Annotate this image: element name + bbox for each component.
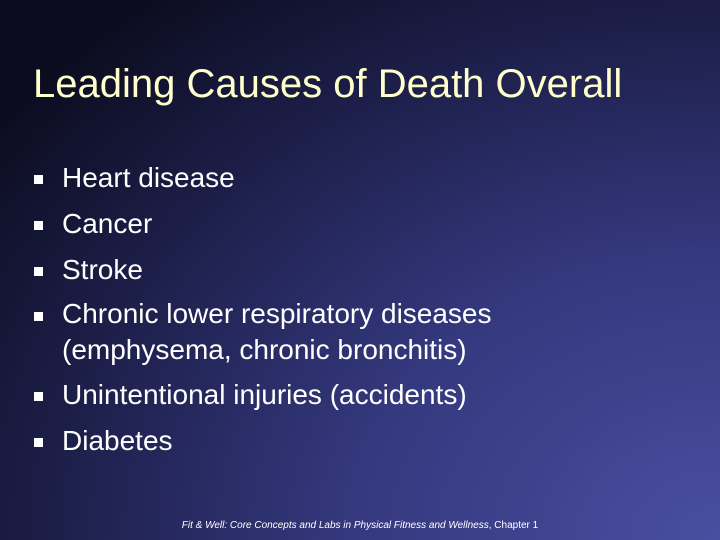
square-bullet-icon xyxy=(34,175,43,184)
bullet-list xyxy=(34,158,674,467)
list-item xyxy=(34,296,674,368)
square-bullet-icon xyxy=(34,438,43,447)
bullet-text: Diabetes xyxy=(62,425,173,456)
list-item xyxy=(34,375,674,414)
bullet-text: Heart disease xyxy=(62,162,235,193)
list-item xyxy=(34,421,674,460)
list-item xyxy=(34,158,674,197)
square-bullet-icon xyxy=(34,221,43,230)
footer-book-title: Fit & Well: Core Concepts and Labs in Physical Fitness and Wellness xyxy=(181,520,489,531)
bullet-text: Cancer xyxy=(62,208,153,239)
square-bullet-icon xyxy=(34,392,43,401)
square-bullet-icon xyxy=(34,267,43,276)
slide-footer xyxy=(0,520,720,531)
bullet-text: Chronic lower respiratory diseases (emphysema, chronic bronchitis) xyxy=(62,298,492,365)
footer-chapter: , Chapter 1 xyxy=(488,520,539,531)
square-bullet-icon xyxy=(34,312,43,321)
slide-title: Leading Causes of Death Overall xyxy=(33,62,623,106)
bullet-text: Stroke xyxy=(62,254,143,285)
bullet-text: Unintentional injuries (accidents) xyxy=(62,379,467,410)
list-item xyxy=(34,250,674,289)
list-item xyxy=(34,204,674,243)
